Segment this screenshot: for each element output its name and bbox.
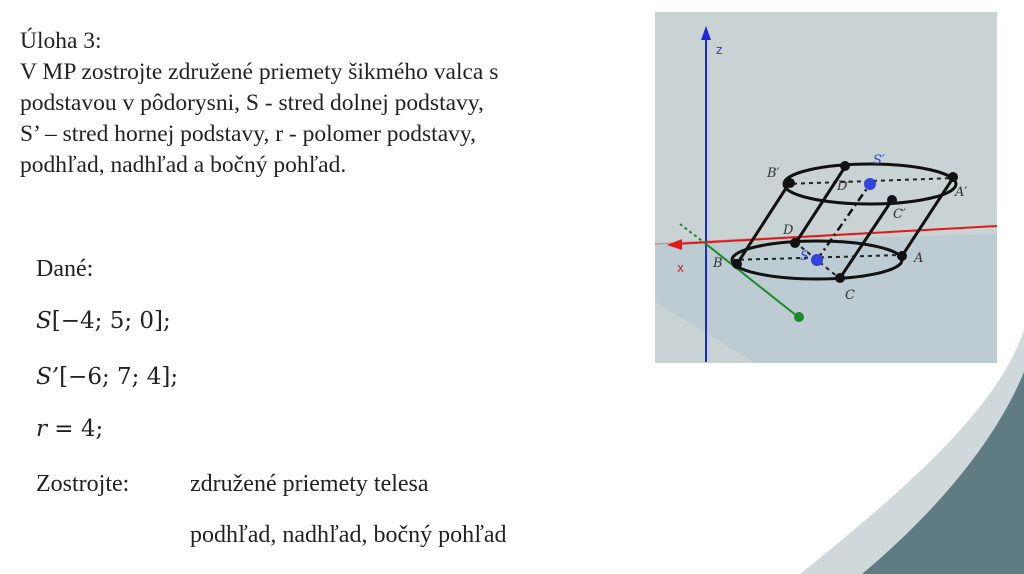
construct-item: podhľad, nadhľad, bočný pohľad bbox=[190, 522, 507, 548]
task-line: podhľad, nadhľad a bočný pohľad. bbox=[20, 152, 347, 178]
label-c-prime: C′ bbox=[893, 207, 906, 222]
task-line: V MP zostrojte združené priemety šikmého valca s bbox=[20, 59, 499, 85]
label-b: B bbox=[713, 256, 723, 271]
cylinder-figure bbox=[655, 12, 997, 363]
label-a-prime: A′ bbox=[955, 185, 968, 200]
given-s-coords: [−4; 5; 0]; bbox=[51, 308, 171, 334]
given-heading: Dané: bbox=[36, 256, 94, 282]
label-s: S bbox=[800, 249, 809, 264]
point-s-prime bbox=[864, 178, 876, 190]
point-d-prime bbox=[840, 161, 850, 171]
label-b-prime: B′ bbox=[767, 166, 780, 181]
point-d bbox=[790, 238, 800, 248]
task-line: S’ – stred hornej podstavy, r - polomer podstavy, bbox=[20, 121, 476, 147]
point-a-prime bbox=[948, 172, 958, 182]
swoosh-light bbox=[800, 330, 1024, 574]
given-r-name: r bbox=[36, 416, 47, 442]
label-d-prime: D′ bbox=[837, 179, 851, 194]
construct-item: združené priemety telesa bbox=[190, 471, 429, 497]
x-axis-label: x bbox=[677, 261, 685, 275]
given-s bbox=[36, 308, 171, 334]
given-s-prime-name: S’ bbox=[36, 364, 60, 390]
point-c bbox=[835, 273, 845, 283]
swoosh-dark bbox=[862, 372, 1024, 574]
given-s-name: S bbox=[36, 308, 52, 334]
task-line: podstavou v pôdorysni, S - stred dolnej podstavy, bbox=[20, 90, 484, 116]
z-axis-arrow-icon bbox=[701, 26, 711, 40]
point-a bbox=[897, 251, 907, 261]
task-statement bbox=[20, 26, 640, 181]
point-b-prime bbox=[785, 178, 795, 188]
given-r-value: = 4; bbox=[47, 416, 104, 442]
task-heading: Úloha 3: bbox=[20, 28, 102, 54]
point-b bbox=[732, 259, 742, 269]
z-axis-label: z bbox=[716, 43, 723, 57]
label-d: D bbox=[783, 223, 794, 238]
cylinder-figure-svg bbox=[655, 12, 997, 363]
label-c: C bbox=[845, 288, 855, 303]
given-s-prime-coords: [−6; 7; 4]; bbox=[59, 364, 179, 390]
label-s-prime: S′ bbox=[873, 153, 885, 168]
y-axis-point bbox=[794, 312, 804, 322]
point-s bbox=[811, 254, 823, 266]
given-s-prime bbox=[36, 364, 178, 390]
label-a: A bbox=[914, 251, 924, 266]
given-r bbox=[36, 416, 103, 442]
construct-label: Zostrojte: bbox=[36, 471, 130, 497]
point-c-prime bbox=[887, 195, 897, 205]
